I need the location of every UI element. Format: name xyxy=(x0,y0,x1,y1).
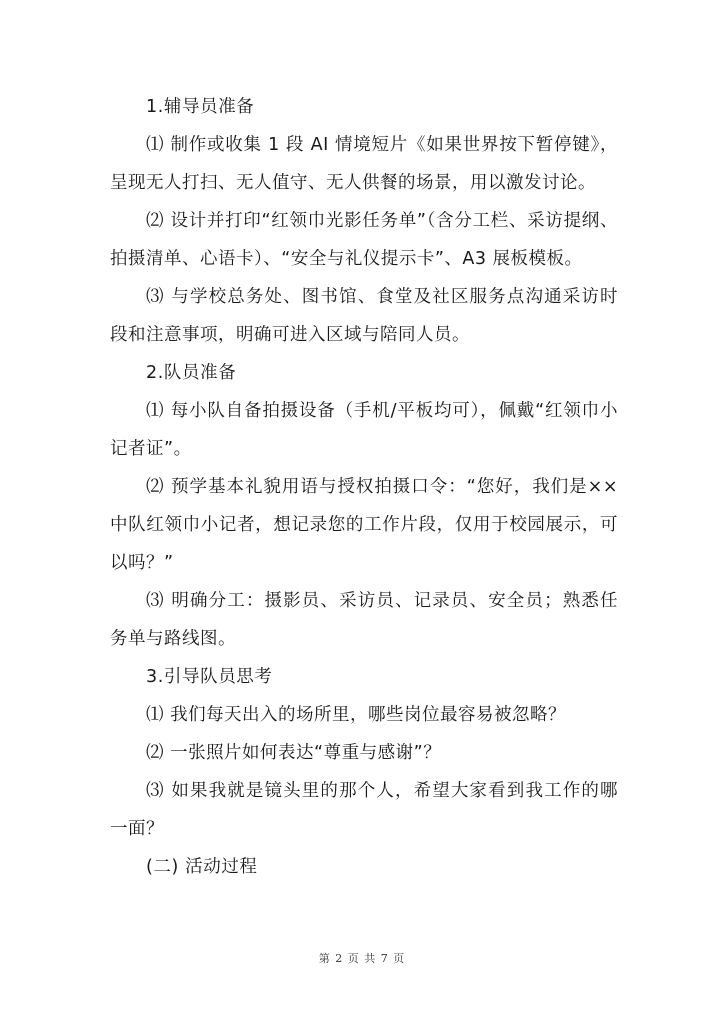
paragraph-item: ⑴ 我们每天出入的场所里，哪些岗位最容易被忽略？ xyxy=(146,705,567,725)
page-content xyxy=(110,88,618,886)
heading-member-prep: 2.队员准备 xyxy=(146,363,237,383)
page-number: 第 2 页 共 7 页 xyxy=(318,952,406,965)
heading-counselor-prep: 1.辅导员准备 xyxy=(146,97,255,117)
heading-guide-thinking: 3.引导队员思考 xyxy=(146,667,273,687)
paragraph-item: ⑵ 预学基本礼貌用语与授权拍摄口令：“您好，我们是××中队红领巾小记者，想记录您的工作片段，仅用于校园展示，可以吗？” xyxy=(110,477,618,573)
paragraph-item: ⑴ 每小队自备拍摄设备（手机/平板均可），佩戴“红领巾小记者证”。 xyxy=(110,401,618,459)
paragraph-item: ⑵ 设计并打印“红领巾光影任务单”（含分工栏、采访提纲、拍摄清单、心语卡）、“安全与礼仪提示卡”、A3 展板模板。 xyxy=(110,211,618,269)
paragraph-item: ⑶ 与学校总务处、图书馆、食堂及社区服务点沟通采访时段和注意事项，明确可进入区域与陪同人员。 xyxy=(110,287,618,345)
heading-activity-process: (二) 活动过程 xyxy=(146,857,258,877)
paragraph-item: ⑵ 一张照片如何表达“尊重与感谢”？ xyxy=(146,743,442,763)
paragraph-item: ⑶ 明确分工：摄影员、采访员、记录员、安全员；熟悉任务单与路线图。 xyxy=(110,591,618,649)
paragraph-item: ⑴ 制作或收集 1 段 AI 情境短片《如果世界按下暂停键》，呈现无人打扫、无人值守、无人供餐的场景，用以激发讨论。 xyxy=(110,135,618,193)
paragraph-item: ⑶ 如果我就是镜头里的那个人，希望大家看到我工作的哪一面？ xyxy=(110,781,618,839)
